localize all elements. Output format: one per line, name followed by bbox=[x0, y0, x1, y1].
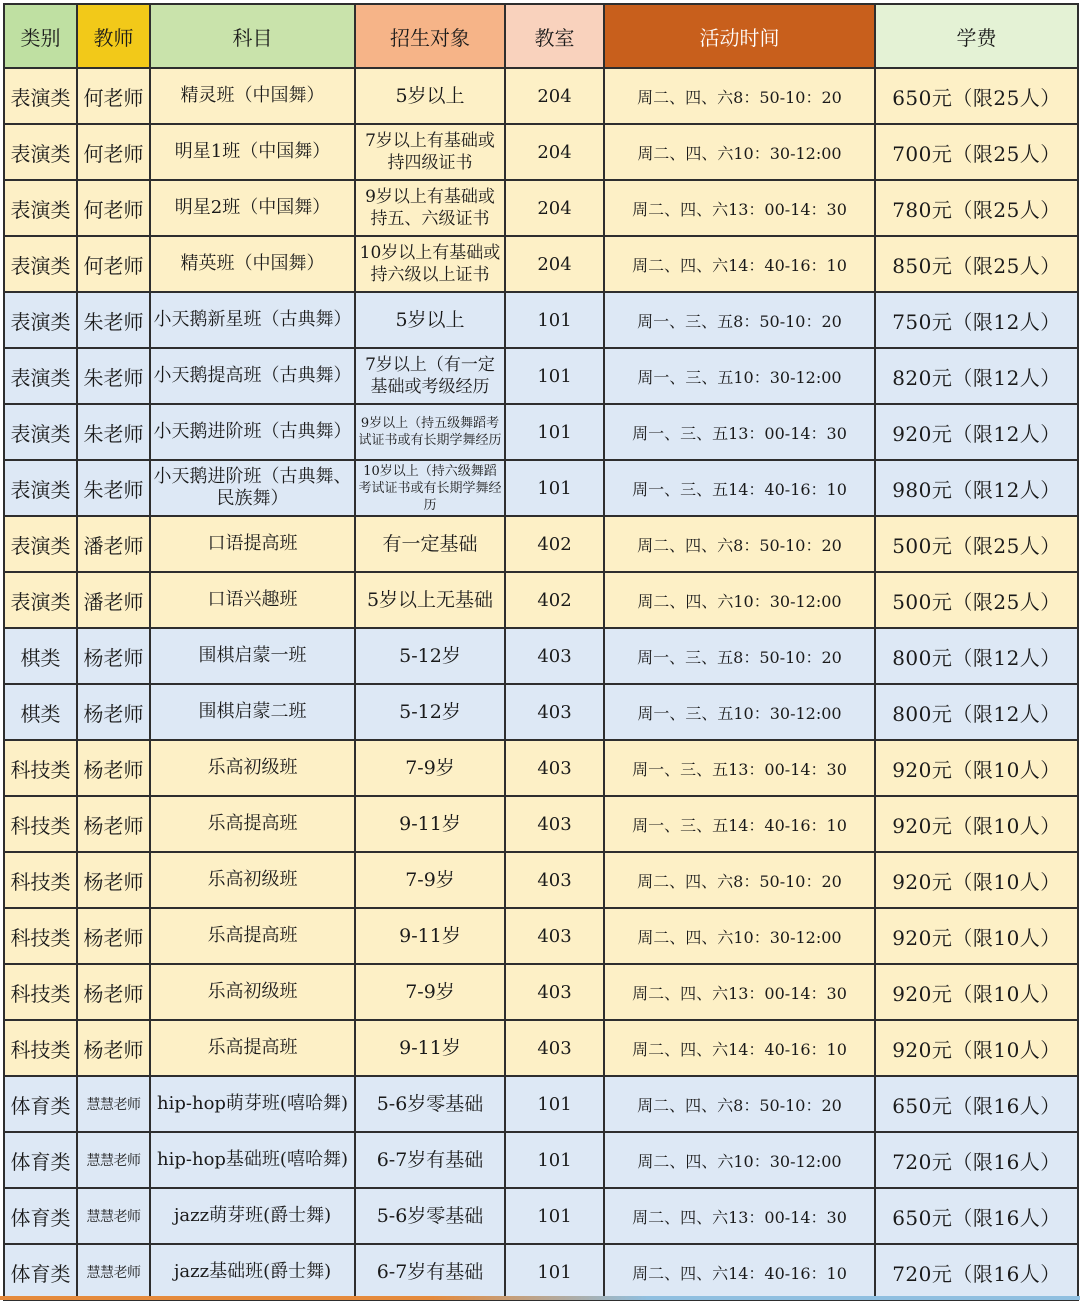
cell-fee: 780元（限25人） bbox=[875, 180, 1078, 236]
cell-teacher: 潘老师 bbox=[77, 572, 150, 628]
cell-category: 表演类 bbox=[4, 460, 77, 516]
cell-subject: 明星2班（中国舞） bbox=[150, 180, 355, 236]
table-row bbox=[4, 404, 1078, 460]
cell-room: 101 bbox=[505, 1244, 604, 1300]
cell-fee: 500元（限25人） bbox=[875, 516, 1078, 572]
cell-subject: 口语提高班 bbox=[150, 516, 355, 572]
cell-target: 5岁以上无基础 bbox=[355, 572, 505, 628]
cell-teacher: 杨老师 bbox=[77, 964, 150, 1020]
cell-category: 体育类 bbox=[4, 1188, 77, 1244]
table-row bbox=[4, 1020, 1078, 1076]
cell-time: 周二、四、六8：50-10：20 bbox=[604, 516, 875, 572]
cell-category: 表演类 bbox=[4, 180, 77, 236]
cell-subject: jazz萌芽班(爵士舞) bbox=[150, 1188, 355, 1244]
cell-time: 周二、四、六13：00-14：30 bbox=[604, 964, 875, 1020]
cell-subject: 围棋启蒙二班 bbox=[150, 684, 355, 740]
cell-time: 周一、三、五14：40-16：10 bbox=[604, 796, 875, 852]
cell-subject: 乐高初级班 bbox=[150, 740, 355, 796]
cell-target: 10岁以上有基础或持六级以上证书 bbox=[355, 236, 505, 292]
cell-target: 有一定基础 bbox=[355, 516, 505, 572]
header-category: 类别 bbox=[4, 4, 77, 68]
cell-room: 101 bbox=[505, 292, 604, 348]
table-row bbox=[4, 852, 1078, 908]
cell-fee: 650元（限25人） bbox=[875, 68, 1078, 124]
cell-time: 周二、四、六14：40-16：10 bbox=[604, 236, 875, 292]
cell-category: 科技类 bbox=[4, 852, 77, 908]
cell-time: 周二、四、六13：00-14：30 bbox=[604, 180, 875, 236]
cell-fee: 650元（限16人） bbox=[875, 1188, 1078, 1244]
table-row bbox=[4, 964, 1078, 1020]
cell-time: 周二、四、六13：00-14：30 bbox=[604, 1188, 875, 1244]
cell-subject: jazz基础班(爵士舞) bbox=[150, 1244, 355, 1300]
cell-fee: 720元（限16人） bbox=[875, 1132, 1078, 1188]
cell-room: 204 bbox=[505, 236, 604, 292]
cell-target: 9-11岁 bbox=[355, 796, 505, 852]
cell-time: 周一、三、五10：30-12:00 bbox=[604, 348, 875, 404]
table-row bbox=[4, 348, 1078, 404]
cell-category: 表演类 bbox=[4, 124, 77, 180]
cell-fee: 850元（限25人） bbox=[875, 236, 1078, 292]
schedule-table bbox=[3, 3, 1079, 1301]
cell-category: 体育类 bbox=[4, 1244, 77, 1300]
cell-room: 403 bbox=[505, 852, 604, 908]
cell-fee: 820元（限12人） bbox=[875, 348, 1078, 404]
table-row bbox=[4, 628, 1078, 684]
cell-time: 周二、四、六14：40-16：10 bbox=[604, 1020, 875, 1076]
cell-category: 科技类 bbox=[4, 1020, 77, 1076]
cell-teacher: 杨老师 bbox=[77, 796, 150, 852]
header-target: 招生对象 bbox=[355, 4, 505, 68]
cell-time: 周二、四、六10：30-12:00 bbox=[604, 572, 875, 628]
cell-fee: 920元（限10人） bbox=[875, 964, 1078, 1020]
cell-fee: 920元（限10人） bbox=[875, 740, 1078, 796]
cell-teacher: 慧慧老师 bbox=[77, 1132, 150, 1188]
cell-target: 6-7岁有基础 bbox=[355, 1132, 505, 1188]
table-row bbox=[4, 180, 1078, 236]
table-row bbox=[4, 796, 1078, 852]
cell-room: 204 bbox=[505, 124, 604, 180]
table-row bbox=[4, 236, 1078, 292]
cell-time: 周二、四、六10：30-12:00 bbox=[604, 908, 875, 964]
cell-target: 9-11岁 bbox=[355, 908, 505, 964]
cell-target: 5-6岁零基础 bbox=[355, 1188, 505, 1244]
cell-target: 9-11岁 bbox=[355, 1020, 505, 1076]
cell-target: 10岁以上（持六级舞蹈考试证书或有长期学舞经历 bbox=[355, 460, 505, 516]
cell-target: 5-6岁零基础 bbox=[355, 1076, 505, 1132]
cell-subject: 小天鹅新星班（古典舞） bbox=[150, 292, 355, 348]
cell-target: 7-9岁 bbox=[355, 964, 505, 1020]
cell-subject: 小天鹅进阶班（古典舞） bbox=[150, 404, 355, 460]
cell-time: 周二、四、六8：50-10：20 bbox=[604, 1076, 875, 1132]
header-teacher: 教师 bbox=[77, 4, 150, 68]
cell-category: 科技类 bbox=[4, 908, 77, 964]
cell-target: 9岁以上有基础或持五、六级证书 bbox=[355, 180, 505, 236]
table-row bbox=[4, 1188, 1078, 1244]
cell-fee: 800元（限12人） bbox=[875, 628, 1078, 684]
cell-fee: 920元（限10人） bbox=[875, 908, 1078, 964]
cell-room: 101 bbox=[505, 1076, 604, 1132]
cell-teacher: 杨老师 bbox=[77, 740, 150, 796]
cell-room: 403 bbox=[505, 796, 604, 852]
table-row bbox=[4, 1244, 1078, 1300]
cell-fee: 650元（限16人） bbox=[875, 1076, 1078, 1132]
cell-subject: 乐高提高班 bbox=[150, 796, 355, 852]
cell-room: 204 bbox=[505, 180, 604, 236]
cell-category: 棋类 bbox=[4, 628, 77, 684]
table-row bbox=[4, 740, 1078, 796]
table-row bbox=[4, 124, 1078, 180]
header-row bbox=[4, 4, 1078, 68]
cell-fee: 720元（限16人） bbox=[875, 1244, 1078, 1300]
cell-room: 403 bbox=[505, 908, 604, 964]
cell-subject: 乐高提高班 bbox=[150, 1020, 355, 1076]
cell-fee: 920元（限10人） bbox=[875, 1020, 1078, 1076]
cell-subject: 围棋启蒙一班 bbox=[150, 628, 355, 684]
cell-target: 5岁以上 bbox=[355, 292, 505, 348]
cell-category: 体育类 bbox=[4, 1132, 77, 1188]
cell-teacher: 杨老师 bbox=[77, 908, 150, 964]
cell-teacher: 何老师 bbox=[77, 236, 150, 292]
cell-room: 403 bbox=[505, 740, 604, 796]
cell-room: 204 bbox=[505, 68, 604, 124]
cell-room: 402 bbox=[505, 572, 604, 628]
cell-subject: 精英班（中国舞） bbox=[150, 236, 355, 292]
table-row bbox=[4, 460, 1078, 516]
table-row bbox=[4, 1132, 1078, 1188]
table-row bbox=[4, 68, 1078, 124]
table-row bbox=[4, 516, 1078, 572]
cell-time: 周一、三、五13：00-14：30 bbox=[604, 404, 875, 460]
cell-time: 周二、四、六8：50-10：20 bbox=[604, 68, 875, 124]
cell-target: 7-9岁 bbox=[355, 852, 505, 908]
cell-teacher: 杨老师 bbox=[77, 852, 150, 908]
cell-category: 棋类 bbox=[4, 684, 77, 740]
cell-teacher: 朱老师 bbox=[77, 292, 150, 348]
cell-room: 403 bbox=[505, 628, 604, 684]
cell-teacher: 杨老师 bbox=[77, 628, 150, 684]
cell-target: 9岁以上（持五级舞蹈考试证书或有长期学舞经历 bbox=[355, 404, 505, 460]
bottom-decor-band bbox=[0, 1296, 1080, 1300]
cell-room: 101 bbox=[505, 404, 604, 460]
cell-time: 周一、三、五14：40-16：10 bbox=[604, 460, 875, 516]
cell-category: 表演类 bbox=[4, 348, 77, 404]
cell-time: 周二、四、六14：40-16：10 bbox=[604, 1244, 875, 1300]
cell-time: 周二、四、六8：50-10：20 bbox=[604, 852, 875, 908]
cell-room: 101 bbox=[505, 348, 604, 404]
table-row bbox=[4, 908, 1078, 964]
cell-target: 6-7岁有基础 bbox=[355, 1244, 505, 1300]
cell-teacher: 朱老师 bbox=[77, 460, 150, 516]
cell-teacher: 朱老师 bbox=[77, 404, 150, 460]
cell-teacher: 何老师 bbox=[77, 68, 150, 124]
cell-room: 101 bbox=[505, 460, 604, 516]
cell-time: 周一、三、五8：50-10：20 bbox=[604, 292, 875, 348]
header-fee: 学费 bbox=[875, 4, 1078, 68]
cell-category: 表演类 bbox=[4, 404, 77, 460]
cell-time: 周二、四、六10：30-12:00 bbox=[604, 1132, 875, 1188]
table-row bbox=[4, 684, 1078, 740]
cell-teacher: 何老师 bbox=[77, 180, 150, 236]
cell-time: 周二、四、六10：30-12:00 bbox=[604, 124, 875, 180]
header-subject: 科目 bbox=[150, 4, 355, 68]
cell-category: 科技类 bbox=[4, 964, 77, 1020]
cell-teacher: 慧慧老师 bbox=[77, 1188, 150, 1244]
cell-subject: 精灵班（中国舞） bbox=[150, 68, 355, 124]
header-time: 活动时间 bbox=[604, 4, 875, 68]
cell-subject: 乐高提高班 bbox=[150, 908, 355, 964]
cell-category: 表演类 bbox=[4, 68, 77, 124]
cell-category: 表演类 bbox=[4, 236, 77, 292]
header-room: 教室 bbox=[505, 4, 604, 68]
cell-time: 周一、三、五13：00-14：30 bbox=[604, 740, 875, 796]
cell-room: 403 bbox=[505, 1020, 604, 1076]
cell-teacher: 慧慧老师 bbox=[77, 1244, 150, 1300]
schedule-body bbox=[4, 68, 1078, 1300]
cell-fee: 750元（限12人） bbox=[875, 292, 1078, 348]
cell-time: 周一、三、五10：30-12:00 bbox=[604, 684, 875, 740]
cell-room: 101 bbox=[505, 1132, 604, 1188]
cell-target: 7岁以上（有一定基础或考级经历 bbox=[355, 348, 505, 404]
cell-subject: 口语兴趣班 bbox=[150, 572, 355, 628]
cell-room: 101 bbox=[505, 1188, 604, 1244]
cell-target: 5-12岁 bbox=[355, 628, 505, 684]
cell-target: 7岁以上有基础或持四级证书 bbox=[355, 124, 505, 180]
cell-fee: 920元（限12人） bbox=[875, 404, 1078, 460]
cell-fee: 980元（限12人） bbox=[875, 460, 1078, 516]
cell-category: 表演类 bbox=[4, 516, 77, 572]
cell-teacher: 何老师 bbox=[77, 124, 150, 180]
cell-subject: hip-hop萌芽班(嘻哈舞) bbox=[150, 1076, 355, 1132]
cell-fee: 800元（限12人） bbox=[875, 684, 1078, 740]
cell-teacher: 杨老师 bbox=[77, 684, 150, 740]
cell-subject: 小天鹅提高班（古典舞） bbox=[150, 348, 355, 404]
table-row bbox=[4, 1076, 1078, 1132]
cell-subject: hip-hop基础班(嘻哈舞) bbox=[150, 1132, 355, 1188]
cell-subject: 乐高初级班 bbox=[150, 852, 355, 908]
table-row bbox=[4, 572, 1078, 628]
cell-subject: 小天鹅进阶班（古典舞、民族舞） bbox=[150, 460, 355, 516]
cell-subject: 乐高初级班 bbox=[150, 964, 355, 1020]
cell-teacher: 潘老师 bbox=[77, 516, 150, 572]
cell-category: 表演类 bbox=[4, 292, 77, 348]
cell-category: 科技类 bbox=[4, 796, 77, 852]
cell-target: 5岁以上 bbox=[355, 68, 505, 124]
cell-fee: 500元（限25人） bbox=[875, 572, 1078, 628]
cell-teacher: 慧慧老师 bbox=[77, 1076, 150, 1132]
cell-category: 科技类 bbox=[4, 740, 77, 796]
cell-fee: 920元（限10人） bbox=[875, 852, 1078, 908]
cell-room: 402 bbox=[505, 516, 604, 572]
cell-fee: 700元（限25人） bbox=[875, 124, 1078, 180]
cell-teacher: 杨老师 bbox=[77, 1020, 150, 1076]
cell-category: 表演类 bbox=[4, 572, 77, 628]
cell-fee: 920元（限10人） bbox=[875, 796, 1078, 852]
cell-time: 周一、三、五8：50-10：20 bbox=[604, 628, 875, 684]
cell-category: 体育类 bbox=[4, 1076, 77, 1132]
cell-room: 403 bbox=[505, 684, 604, 740]
cell-target: 5-12岁 bbox=[355, 684, 505, 740]
cell-subject: 明星1班（中国舞） bbox=[150, 124, 355, 180]
cell-teacher: 朱老师 bbox=[77, 348, 150, 404]
table-row bbox=[4, 292, 1078, 348]
cell-room: 403 bbox=[505, 964, 604, 1020]
cell-target: 7-9岁 bbox=[355, 740, 505, 796]
